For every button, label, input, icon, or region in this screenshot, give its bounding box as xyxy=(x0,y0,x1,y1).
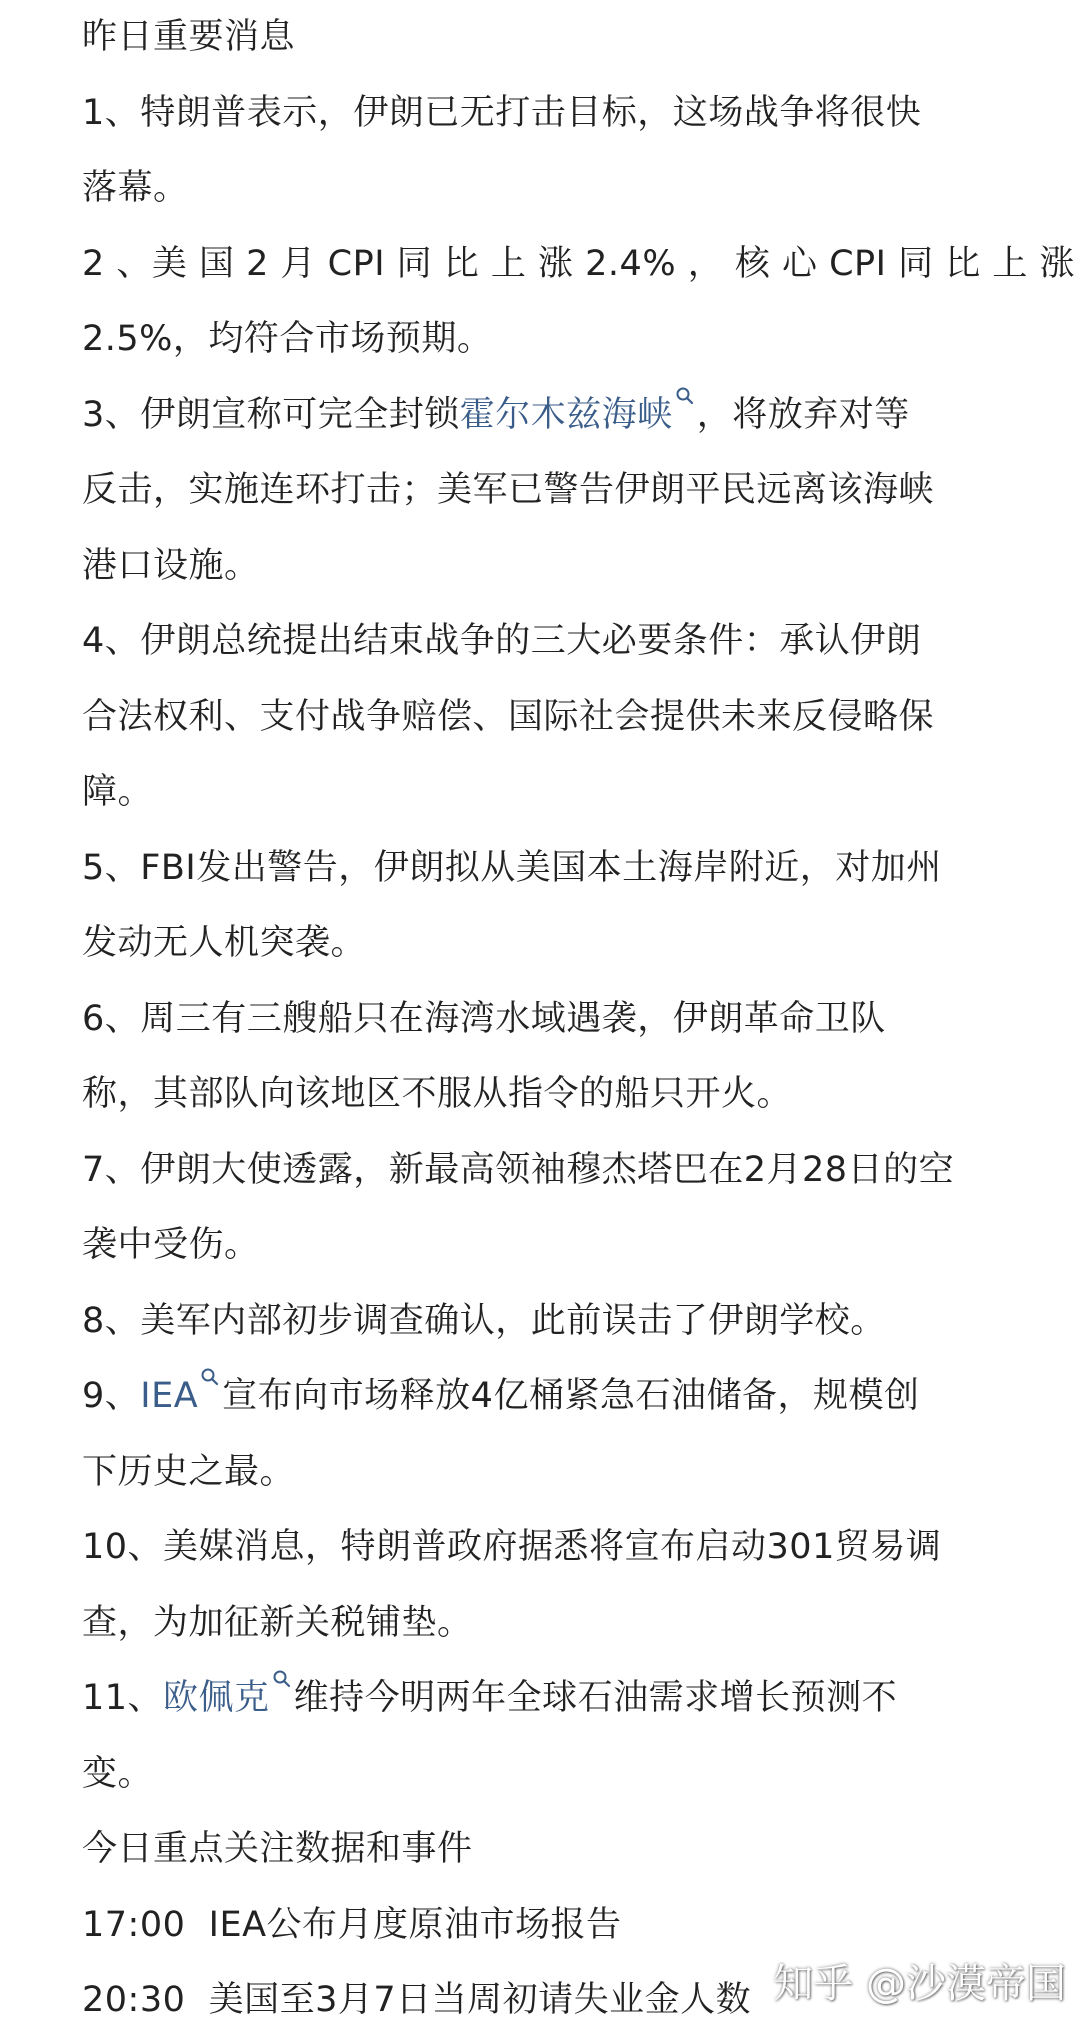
news-line: 变。 xyxy=(82,1753,154,1794)
news-item-10 xyxy=(82,1510,1002,1661)
news-item-1 xyxy=(82,76,1002,227)
search-link-hormuz[interactable]: 霍尔木兹海峡 xyxy=(459,394,673,435)
section-heading-today: 今日重点关注数据和事件 xyxy=(82,1829,473,1869)
section-heading-yesterday: 昨日重要消息 xyxy=(82,17,296,57)
news-line: 合法权利、支付战争赔偿、国际社会提供未来反侵略保 xyxy=(82,696,935,737)
news-line: 障。 xyxy=(82,772,154,812)
news-item-5 xyxy=(82,831,1002,982)
news-line: 发动无人机突袭。 xyxy=(82,923,367,963)
news-line xyxy=(82,1359,1002,1435)
news-line: 1、特朗普表示，伊朗已无打击目标，这场战争将很快 xyxy=(82,92,922,133)
news-line: 6、周三有三艘船只在海湾水域遇袭，伊朗革命卫队 xyxy=(82,998,886,1039)
search-link-opec[interactable]: 欧佩克 xyxy=(163,1678,270,1718)
news-line xyxy=(82,1661,1002,1737)
news-line: 4、伊朗总统提出结束战争的三大必要条件：承认伊朗 xyxy=(82,621,922,661)
schedule-event: IEA公布月度原油市场报告 xyxy=(208,1904,622,1945)
news-item-3 xyxy=(82,378,1002,605)
schedule-time: 17:00 xyxy=(82,1904,186,1945)
news-text: 宣布向市场释放4亿桶紧急石油储备，规模创 xyxy=(222,1376,920,1416)
zhihu-watermark: 知乎 @沙漠帝国 xyxy=(773,1961,1066,2007)
news-text: ，将放弃对等 xyxy=(696,394,910,435)
news-line: 2 、美 国 2 月 CPI 同 比 上 涨 2.4% ， 核 心 CPI 同 比 上 涨 xyxy=(82,243,1075,284)
search-icon[interactable] xyxy=(675,378,697,408)
news-item-8 xyxy=(82,1284,1002,1360)
news-line: 称，其部队向该地区不服从指令的船只开火。 xyxy=(82,1074,793,1114)
news-line: 8、美军内部初步调查确认，此前误击了伊朗学校。 xyxy=(82,1300,886,1341)
search-link-iea[interactable]: IEA xyxy=(140,1376,199,1416)
news-line: 下历史之最。 xyxy=(82,1451,296,1492)
schedule-event: 美国至3月7日当周初请失业金人数 xyxy=(208,1980,752,2020)
news-line: 5、FBI发出警告，伊朗拟从美国本土海岸附近，对加州 xyxy=(82,847,942,888)
news-line: 袭中受伤。 xyxy=(82,1225,260,1265)
search-icon[interactable] xyxy=(200,1359,222,1389)
news-text: 维持今明两年全球石油需求增长预测不 xyxy=(293,1678,898,1718)
news-line xyxy=(82,378,1002,454)
news-item-6 xyxy=(82,982,1002,1133)
news-item-7 xyxy=(82,1133,1002,1284)
news-line: 查，为加征新关税铺垫。 xyxy=(82,1602,473,1643)
search-icon[interactable] xyxy=(272,1661,294,1691)
news-item-11 xyxy=(82,1661,1002,1812)
news-text: 3、伊朗宣称可完全封锁 xyxy=(82,394,460,435)
news-line: 10、美媒消息，特朗普政府据悉将宣布启动301贸易调 xyxy=(82,1527,942,1567)
news-item-9 xyxy=(82,1359,1002,1510)
news-line: 2.5%，均符合市场预期。 xyxy=(82,319,493,359)
news-line: 港口设施。 xyxy=(82,545,260,586)
news-text: 11、 xyxy=(82,1678,164,1718)
schedule-item xyxy=(82,1888,1002,1964)
news-line: 反击，实施连环打击；美军已警告伊朗平民远离该海峡 xyxy=(82,470,935,510)
article-body xyxy=(82,0,1075,2039)
news-text: 9、 xyxy=(82,1376,141,1416)
news-item-4 xyxy=(82,604,1002,831)
news-line: 落幕。 xyxy=(82,168,189,208)
schedule-time: 20:30 xyxy=(82,1980,186,2020)
news-line: 7、伊朗大使透露，新最高领袖穆杰塔巴在2月28日的空 xyxy=(82,1149,955,1190)
news-item-2 xyxy=(82,227,1075,378)
